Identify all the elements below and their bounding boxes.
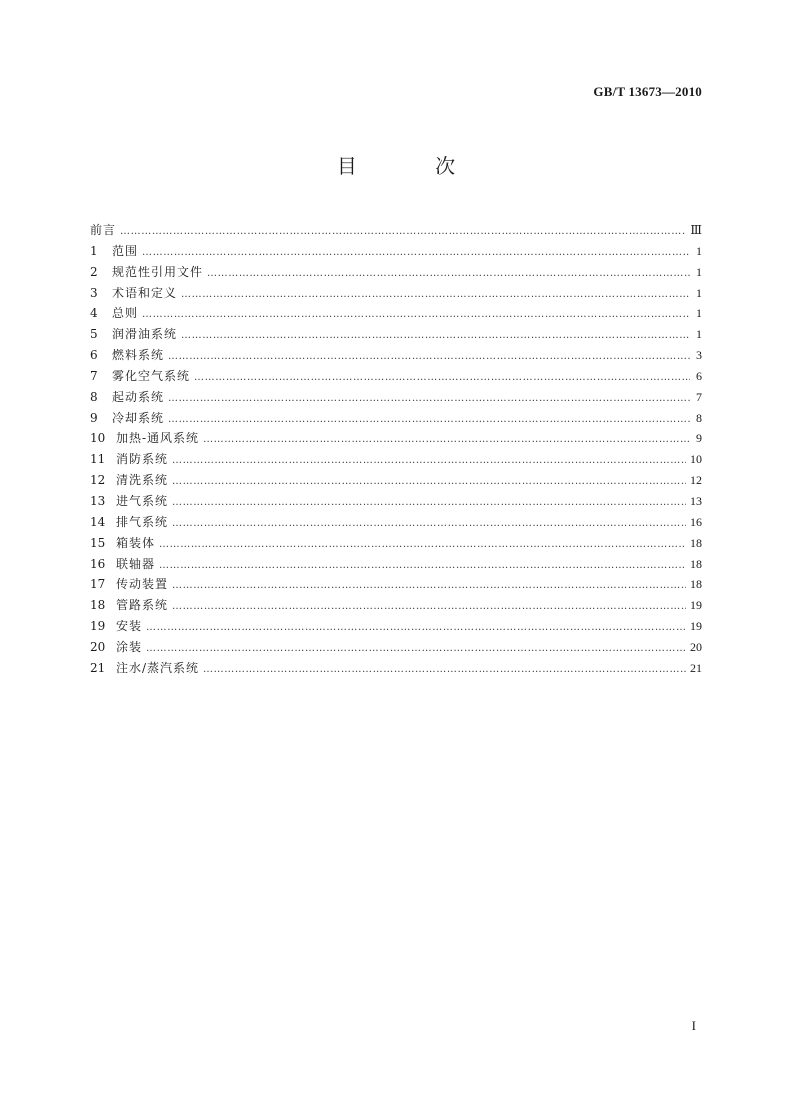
toc-entry-label: 燃料系统 bbox=[112, 348, 165, 363]
toc-entry-page: 16 bbox=[690, 514, 702, 529]
toc-entry-label: 前言 bbox=[90, 223, 117, 237]
table-of-contents bbox=[90, 220, 702, 679]
toc-entry-number: 5 bbox=[90, 327, 98, 342]
toc-entry-label: 规范性引用文件 bbox=[112, 264, 204, 279]
toc-entry-page: 18 bbox=[690, 556, 702, 571]
toc-dot-leader bbox=[172, 451, 686, 472]
toc-entry-number: 12 bbox=[90, 473, 106, 488]
toc-entry-number: 14 bbox=[90, 514, 106, 529]
toc-entry-page: 1 bbox=[696, 264, 702, 279]
toc-entry-page: 1 bbox=[696, 285, 702, 300]
toc-entry-label: 术语和定义 bbox=[112, 285, 178, 300]
toc-entry-label: 加热-通风系统 bbox=[116, 431, 200, 446]
toc-entry-page: 1 bbox=[696, 243, 702, 258]
toc-dot-leader bbox=[203, 660, 686, 681]
toc-entry-number: 11 bbox=[90, 452, 106, 467]
toc-entry-page: 21 bbox=[690, 660, 702, 675]
toc-entry[interactable] bbox=[90, 408, 702, 429]
toc-entry-number: 21 bbox=[90, 660, 106, 675]
toc-entry-label: 进气系统 bbox=[116, 493, 169, 508]
toc-entry-number: 15 bbox=[90, 535, 106, 550]
toc-entry-label: 注水/蒸汽系统 bbox=[116, 660, 200, 675]
toc-entry[interactable] bbox=[90, 366, 702, 387]
toc-entry-number: 7 bbox=[90, 368, 98, 383]
toc-entry-page: 18 bbox=[690, 535, 702, 550]
toc-entry[interactable] bbox=[90, 491, 702, 512]
toc-entry-number: 16 bbox=[90, 556, 106, 571]
toc-entry-label: 总则 bbox=[112, 306, 139, 321]
toc-entry-label: 冷却系统 bbox=[112, 410, 165, 425]
toc-dot-leader bbox=[172, 597, 686, 618]
toc-entry-page: 12 bbox=[690, 473, 702, 488]
toc-entry[interactable] bbox=[90, 574, 702, 595]
toc-entry-page: 13 bbox=[690, 493, 702, 508]
toc-entry-page: 7 bbox=[696, 389, 702, 404]
toc-dot-leader bbox=[207, 264, 690, 285]
toc-dot-leader bbox=[159, 535, 686, 556]
toc-entry-label: 雾化空气系统 bbox=[112, 368, 191, 383]
toc-entry[interactable] bbox=[90, 324, 702, 345]
toc-entry-label: 清洗系统 bbox=[116, 473, 169, 488]
toc-entry-number: 10 bbox=[90, 431, 106, 446]
toc-dot-leader bbox=[159, 556, 686, 577]
footer-page-number: I bbox=[691, 1018, 696, 1033]
toc-entry-number: 17 bbox=[90, 577, 106, 592]
toc-entry-page: Ⅲ bbox=[690, 223, 702, 237]
toc-dot-leader bbox=[194, 368, 690, 389]
toc-entry[interactable] bbox=[90, 554, 702, 575]
toc-entry-page: 6 bbox=[696, 368, 702, 383]
toc-dot-leader bbox=[168, 347, 690, 368]
toc-entry[interactable] bbox=[90, 303, 702, 324]
toc-entry-page: 10 bbox=[690, 452, 702, 467]
toc-entry-page: 3 bbox=[696, 348, 702, 363]
toc-entry[interactable] bbox=[90, 428, 702, 449]
toc-entry-number: 9 bbox=[90, 410, 98, 425]
toc-entry-page: 19 bbox=[690, 598, 702, 613]
toc-entry-number: 18 bbox=[90, 598, 106, 613]
toc-dot-leader bbox=[168, 389, 690, 410]
toc-entry[interactable] bbox=[90, 512, 702, 533]
toc-entry[interactable] bbox=[90, 345, 702, 366]
toc-dot-leader bbox=[168, 410, 690, 431]
toc-dot-leader bbox=[142, 305, 690, 326]
toc-entry-label: 管路系统 bbox=[116, 598, 169, 613]
toc-entry-label: 涂装 bbox=[116, 639, 143, 654]
toc-dot-leader bbox=[181, 285, 690, 306]
toc-entry-page: 1 bbox=[696, 327, 702, 342]
toc-entry-page: 9 bbox=[696, 431, 702, 446]
toc-dot-leader bbox=[172, 576, 686, 597]
toc-entry[interactable] bbox=[90, 470, 702, 491]
toc-dot-leader bbox=[120, 222, 686, 243]
toc-entry-label: 安装 bbox=[116, 619, 143, 634]
toc-entry[interactable] bbox=[90, 449, 702, 470]
toc-entry-label: 排气系统 bbox=[116, 514, 169, 529]
toc-dot-leader bbox=[203, 430, 690, 451]
toc-entry-page: 18 bbox=[690, 577, 702, 592]
toc-entry[interactable] bbox=[90, 616, 702, 637]
toc-dot-leader bbox=[146, 618, 686, 639]
toc-entry-label: 联轴器 bbox=[116, 556, 156, 571]
toc-entry-label: 范围 bbox=[112, 243, 139, 258]
toc-entry[interactable] bbox=[90, 220, 702, 241]
toc-entry-number: 2 bbox=[90, 264, 98, 279]
toc-entry[interactable] bbox=[90, 283, 702, 304]
toc-entry-number: 3 bbox=[90, 285, 98, 300]
toc-dot-leader bbox=[181, 326, 690, 347]
standard-code: GB/T 13673—2010 bbox=[593, 84, 702, 99]
toc-entry[interactable] bbox=[90, 595, 702, 616]
toc-dot-leader bbox=[172, 493, 686, 514]
toc-entry[interactable] bbox=[90, 262, 702, 283]
toc-entry-page: 8 bbox=[696, 410, 702, 425]
toc-entry-number: 19 bbox=[90, 619, 106, 634]
page-title: 目 次 bbox=[336, 154, 492, 178]
toc-entry-number: 13 bbox=[90, 493, 106, 508]
toc-dot-leader bbox=[172, 514, 686, 535]
toc-entry-number: 8 bbox=[90, 389, 98, 404]
toc-dot-leader bbox=[172, 472, 686, 493]
toc-entry-label: 起动系统 bbox=[112, 389, 165, 404]
toc-entry[interactable] bbox=[90, 658, 702, 679]
toc-entry-page: 1 bbox=[696, 306, 702, 321]
toc-entry-label: 润滑油系统 bbox=[112, 327, 178, 342]
toc-entry-page: 19 bbox=[690, 619, 702, 634]
toc-entry-label: 传动装置 bbox=[116, 577, 169, 592]
toc-entry-page: 20 bbox=[690, 639, 702, 654]
toc-entry-label: 箱装体 bbox=[116, 535, 156, 550]
toc-dot-leader bbox=[142, 243, 690, 264]
toc-entry[interactable] bbox=[90, 637, 702, 658]
toc-entry-number: 4 bbox=[90, 306, 98, 321]
toc-entry-number: 20 bbox=[90, 639, 106, 654]
toc-entry-label: 消防系统 bbox=[116, 452, 169, 467]
toc-entry[interactable] bbox=[90, 241, 702, 262]
toc-entry[interactable] bbox=[90, 533, 702, 554]
toc-entry[interactable] bbox=[90, 387, 702, 408]
toc-entry-number: 6 bbox=[90, 348, 98, 363]
toc-entry-number: 1 bbox=[90, 243, 98, 258]
toc-dot-leader bbox=[146, 639, 686, 660]
